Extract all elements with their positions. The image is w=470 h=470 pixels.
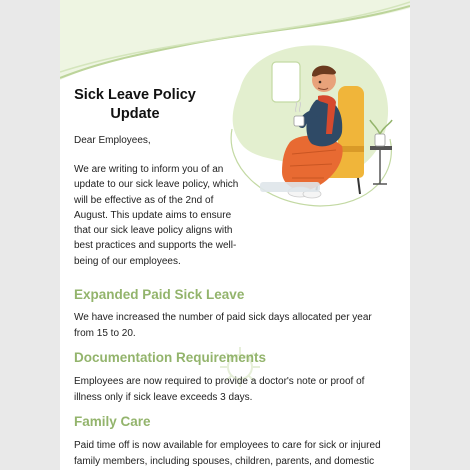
section-heading-documentation: Documentation Requirements bbox=[74, 350, 267, 365]
sick-person-illustration bbox=[220, 34, 400, 214]
mug bbox=[294, 116, 304, 126]
rug bbox=[260, 182, 320, 192]
pill-jar bbox=[375, 134, 385, 146]
intro-paragraph: We are writing to inform you of an update to our sick leave policy, which will be effective as of the 2nd of August. This update aims to ensure that our sick leave policy aligns with best practices and supports the well-being of our employees. bbox=[74, 164, 239, 267]
document-title: Sick Leave Policy Update bbox=[74, 87, 196, 122]
section-text-family-care: Paid time off is now available for employees to care for sick or injured family members, including spouses, children, parents, and domestic bbox=[74, 440, 381, 467]
window-frame bbox=[272, 62, 300, 102]
section-text-documentation: Employees are now required to provide a doctor's note or proof of illness only if sick leave exceeds 3 days. bbox=[74, 376, 365, 403]
section-text-paid-sick-leave: We have increased the number of paid sick days allocated per year from 15 to 20. bbox=[74, 312, 372, 339]
side-table bbox=[370, 146, 392, 150]
greeting: Dear Employees, bbox=[74, 135, 151, 146]
document-page bbox=[60, 0, 410, 470]
section-heading-family-care: Family Care bbox=[74, 414, 151, 429]
section-heading-paid-sick-leave: Expanded Paid Sick Leave bbox=[74, 287, 245, 302]
